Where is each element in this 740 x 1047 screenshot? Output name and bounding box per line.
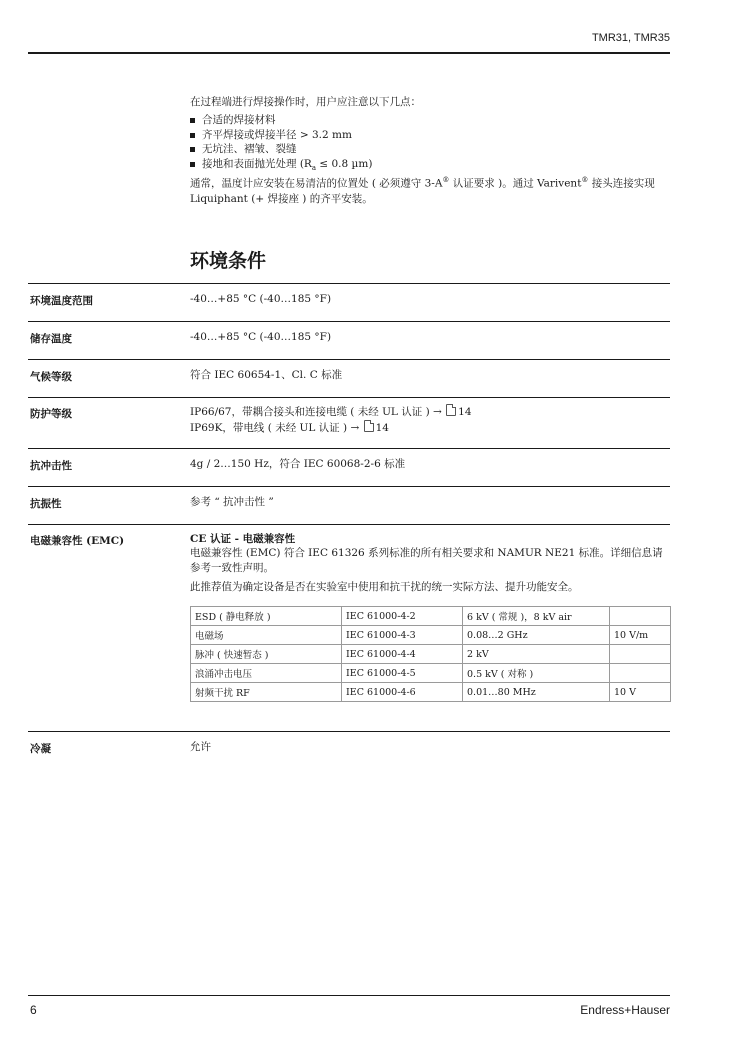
table-row — [191, 645, 671, 664]
climate-class-value: 符合 IEC 60654-1、Cl. C 标准 — [190, 369, 343, 381]
table-cell: 2 kV — [463, 645, 610, 664]
divider — [28, 524, 670, 525]
climate-class-label: 气候等级 — [30, 371, 72, 383]
table-cell — [610, 645, 671, 664]
section-title: 环境条件 — [190, 250, 267, 272]
table-row — [191, 607, 671, 626]
table-cell: 浪涌冲击电压 — [191, 664, 342, 683]
table-row — [191, 664, 671, 683]
table-cell: ESD ( 静电释放 ) — [191, 607, 342, 626]
storage-temp-label: 储存温度 — [30, 333, 72, 345]
page-ref-link[interactable]: 14 — [375, 422, 389, 434]
bullet4-text-a: 接地和表面抛光处理 (R — [202, 157, 312, 170]
para-line-2: Liquiphant (+ 焊接座 ) 的齐平安装。 — [190, 192, 373, 205]
table-cell: 射频干扰 RF — [191, 683, 342, 702]
table-cell: 10 V/m — [610, 626, 671, 645]
para-text-c: 接头连接实现 — [588, 177, 655, 190]
registered-mark: ® — [581, 176, 589, 184]
page-ref-icon — [364, 420, 374, 432]
page-number: 6 — [30, 1003, 37, 1017]
emc-note: 此推荐值为确定设备是否在实验室中使用和抗干扰的统一实际方法、提升功能安全。 — [190, 581, 579, 593]
bullet4-subscript: a — [311, 163, 317, 172]
page-ref-icon — [446, 404, 456, 416]
list-item: 无坑洼、褶皱、裂缝 — [190, 142, 372, 157]
bullet4-text-b: ≤ 0.8 µm) — [316, 157, 373, 170]
table-cell: IEC 61000-4-5 — [342, 664, 463, 683]
emc-label: 电磁兼容性 (EMC) — [30, 535, 125, 547]
table-cell — [610, 607, 671, 626]
table-cell: 脉冲 ( 快速暂态 ) — [191, 645, 342, 664]
divider — [28, 397, 670, 398]
list-item: 齐平焊接或焊接半径 > 3.2 mm — [190, 128, 372, 143]
table-cell: 0.5 kV ( 对称 ) — [463, 664, 610, 683]
footer-rule — [28, 995, 670, 996]
divider — [28, 731, 670, 732]
list-item: 合适的焊接材料 — [190, 113, 372, 128]
header-title: TMR31, TMR35 — [591, 32, 670, 44]
divider — [28, 486, 670, 487]
welding-bullet-list — [190, 113, 372, 175]
protection-label: 防护等级 — [30, 408, 72, 420]
table-cell: 10 V — [610, 683, 671, 702]
header-rule — [28, 52, 670, 54]
table-cell: 电磁场 — [191, 626, 342, 645]
table-row — [191, 626, 671, 645]
vibration-resistance-value: 参考 “ 抗冲击性 ” — [190, 496, 274, 508]
divider — [28, 448, 670, 449]
ambient-temp-label: 环境温度范围 — [30, 295, 93, 307]
intro-lead: 在过程端进行焊接操作时，用户应注意以下几点： — [190, 96, 421, 108]
condensation-value: 允许 — [190, 741, 211, 753]
emc-desc-line-2: 参考一致性声明。 — [190, 562, 274, 574]
emc-heading: CE 认证 - 电磁兼容性 — [190, 533, 296, 545]
shock-resistance-label: 抗冲击性 — [30, 460, 72, 472]
table-cell: IEC 61000-4-6 — [342, 683, 463, 702]
emc-table — [190, 606, 671, 702]
table-cell: IEC 61000-4-4 — [342, 645, 463, 664]
table-cell: IEC 61000-4-3 — [342, 626, 463, 645]
storage-temp-value: -40…+85 °C (-40…185 °F) — [190, 331, 332, 343]
condensation-label: 冷凝 — [30, 743, 51, 755]
protection-line-1: IP66/67，带耦合接头和连接电缆 ( 未经 UL 认证 ) → — [190, 406, 446, 418]
table-row — [191, 683, 671, 702]
ambient-temp-value: -40…+85 °C (-40…185 °F) — [190, 293, 332, 305]
table-cell: 0.01…80 MHz — [463, 683, 610, 702]
table-cell: 6 kV ( 常规 )，8 kV air — [463, 607, 610, 626]
footer-brand: Endress+Hauser — [580, 1003, 670, 1017]
para-text-a: 通常，温度计应安装在易清洁的位置处 ( 必须遵守 3-A — [190, 177, 443, 190]
protection-value — [190, 404, 472, 436]
vibration-resistance-label: 抗振性 — [30, 498, 62, 510]
emc-description — [190, 546, 663, 576]
table-cell: 0.08…2 GHz — [463, 626, 610, 645]
intro-paragraph — [190, 173, 670, 207]
protection-line-2: IP69K，带电线 ( 未经 UL 认证 ) → — [190, 422, 363, 434]
divider — [28, 321, 670, 322]
registered-mark: ® — [442, 176, 450, 184]
table-cell: IEC 61000-4-2 — [342, 607, 463, 626]
divider — [28, 359, 670, 360]
emc-desc-line-1: 电磁兼容性 (EMC) 符合 IEC 61326 系列标准的所有相关要求和 NAMUR NE21 标准。详细信息请 — [190, 547, 663, 559]
divider — [28, 283, 670, 284]
table-cell — [610, 664, 671, 683]
para-text-b: 认证要求 )。通过 Varivent — [449, 177, 582, 190]
shock-resistance-value: 4g / 2…150 Hz，符合 IEC 60068-2-6 标准 — [190, 458, 406, 470]
page-ref-link[interactable]: 14 — [458, 406, 472, 418]
